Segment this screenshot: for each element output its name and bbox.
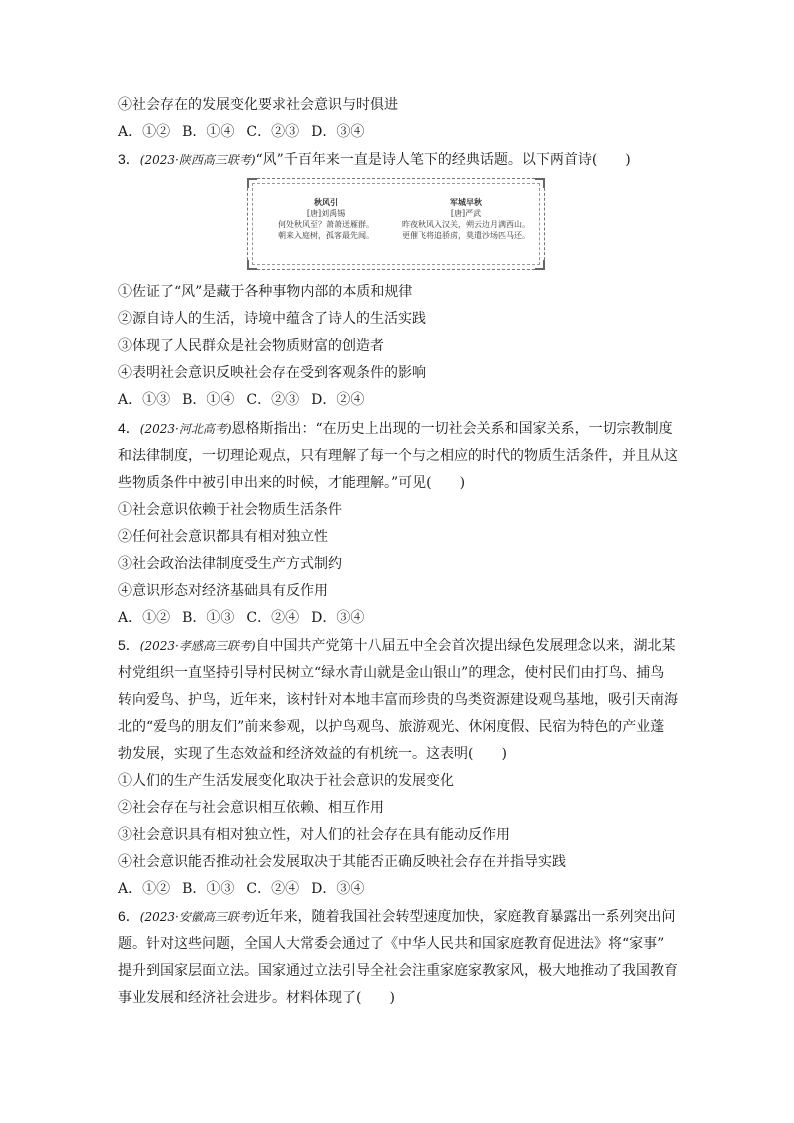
question-number: 3．	[118, 151, 140, 167]
poem-2	[398, 197, 534, 241]
question-number: 5．	[118, 637, 140, 653]
choice-d: D．②④	[311, 392, 365, 408]
poem-author: [唐]严武	[450, 209, 482, 218]
answer-choices	[118, 119, 678, 146]
option-2: ②任何社会意识都具有相对独立性	[118, 529, 328, 545]
option-1: ①佐证了“风”是藏于各种事物内部的本质和规律	[118, 284, 413, 300]
question-source: (2023·陕西高三联考)	[139, 153, 256, 167]
question-4	[118, 415, 678, 632]
option-4: ④社会意识能否推动社会发展取决于其能否正确反映社会存在并指导实践	[118, 854, 566, 870]
question-text: “风”千百年来一直是诗人笔下的经典话题。以下两首诗( )	[255, 152, 631, 168]
question-text: 事业发展和经济社会进步。材料体现了( )	[118, 990, 395, 1006]
choice-c: C．②④	[246, 881, 300, 897]
question-source: (2023·孝感高三联考)	[139, 639, 256, 653]
question-text: 题。针对这些问题，全国人大常委会通过了《中华人民共和国家庭教育促进法》将“家事”	[118, 936, 665, 952]
question-text: 村党组织一直坚持引导村民树立“绿水青山就是金山银山”的理念，使村民们由打鸟、捕鸟	[118, 665, 665, 681]
question-3-options	[118, 279, 678, 414]
choice-d: D．③④	[311, 610, 365, 626]
question-text: 北的“爱鸟的朋友们”前来参观，以护鸟观鸟、旅游观光、休闲度假、民宿为特色的产业蓬	[118, 719, 665, 735]
question-text: 近年来，随着我国社会转型速度加快，家庭教育暴露出一系列突出问	[255, 909, 676, 925]
poem-line: 朝来入庭树，孤客最先闻。	[278, 231, 374, 240]
question-text: 转向爱鸟、护鸟，近年来，该村针对本地丰富而珍贵的鸟类资源建设观鸟基地，吸引天南海	[118, 692, 678, 708]
option-2: ②社会存在与社会意识相互依赖、相互作用	[118, 800, 384, 816]
option-1: ①人们的生产生活发展变化取决于社会意识的发展变化	[118, 773, 454, 789]
question-5	[118, 632, 678, 903]
choice-d: D．③④	[311, 124, 365, 140]
option-3: ③体现了人民群众是社会物质财富的创造者	[118, 338, 384, 354]
question-number: 4．	[118, 420, 140, 436]
option-3: ③社会政治法律制度受生产方式制约	[118, 556, 342, 572]
option-3: ③社会意识具有相对独立性，对人们的社会存在具有能动反作用	[118, 827, 510, 843]
choice-b: B．①③	[182, 881, 235, 897]
option-4: ④表明社会意识反映社会存在受到客观条件的影响	[118, 365, 426, 381]
choice-c: C．②③	[246, 124, 300, 140]
question-number: 6．	[118, 908, 140, 924]
question-6	[118, 903, 678, 1012]
option-1: ①社会意识依赖于社会物质生活条件	[118, 502, 342, 518]
question-text: 提升到国家层面立法。国家通过立法引导全社会注重家庭家教家风，极大地推动了我国教育	[118, 963, 678, 979]
answer-choices	[118, 876, 678, 903]
question-2-tail	[118, 92, 678, 146]
question-text: 和法律制度，一切理论观点，只有理解了每一个与之相应的时代的物质生活条件，并且从这	[118, 448, 678, 464]
choice-c: C．②④	[246, 610, 300, 626]
choice-b: B．①④	[182, 392, 235, 408]
choice-d: D．③④	[311, 881, 365, 897]
question-text: 自中国共产党第十八届五中全会首次提出绿色发展理念以来，湖北某	[255, 638, 676, 654]
choice-b: B．①③	[182, 610, 235, 626]
choice-a: A．①②	[118, 610, 171, 626]
poem-line: 昨夜秋风入汉关，朔云边月满西山。	[402, 220, 530, 229]
poem-box	[247, 178, 545, 270]
answer-choices	[118, 605, 678, 632]
question-3-stem	[118, 146, 678, 174]
choice-a: A．①③	[118, 392, 171, 408]
question-source: (2023·河北高考)	[139, 422, 232, 436]
poem-title: 军城早秋	[450, 197, 482, 207]
poem-author: [唐]刘禹锡	[306, 209, 346, 218]
poem-line: 更催飞将追骄虏，莫遣沙场匹马还。	[402, 231, 530, 240]
poem-1	[260, 197, 392, 241]
option-4: ④意识形态对经济基础具有反作用	[118, 583, 328, 599]
question-text: 恩格斯指出：“在历史上出现的一切社会关系和国家关系，一切宗教制度	[231, 421, 673, 437]
choice-b: B．①④	[182, 124, 235, 140]
option-2: ②源自诗人的生活，诗境中蕴含了诗人的生活实践	[118, 311, 426, 327]
answer-choices	[118, 387, 678, 414]
option-4: ④社会存在的发展变化要求社会意识与时俱进	[118, 97, 398, 113]
poem-line: 何处秋风至？萧萧送雁群。	[278, 220, 374, 229]
choice-a: A．①②	[118, 881, 171, 897]
poem-title: 秋风引	[314, 197, 338, 207]
question-source: (2023·安徽高三联考)	[139, 910, 256, 924]
question-text: 勃发展，实现了生态效益和经济效益的有机统一。这表明( )	[118, 746, 507, 762]
question-text: 些物质条件中被引申出来的时候，才能理解。”可见( )	[118, 475, 466, 491]
choice-a: A．①②	[118, 124, 171, 140]
choice-c: C．②③	[246, 392, 300, 408]
